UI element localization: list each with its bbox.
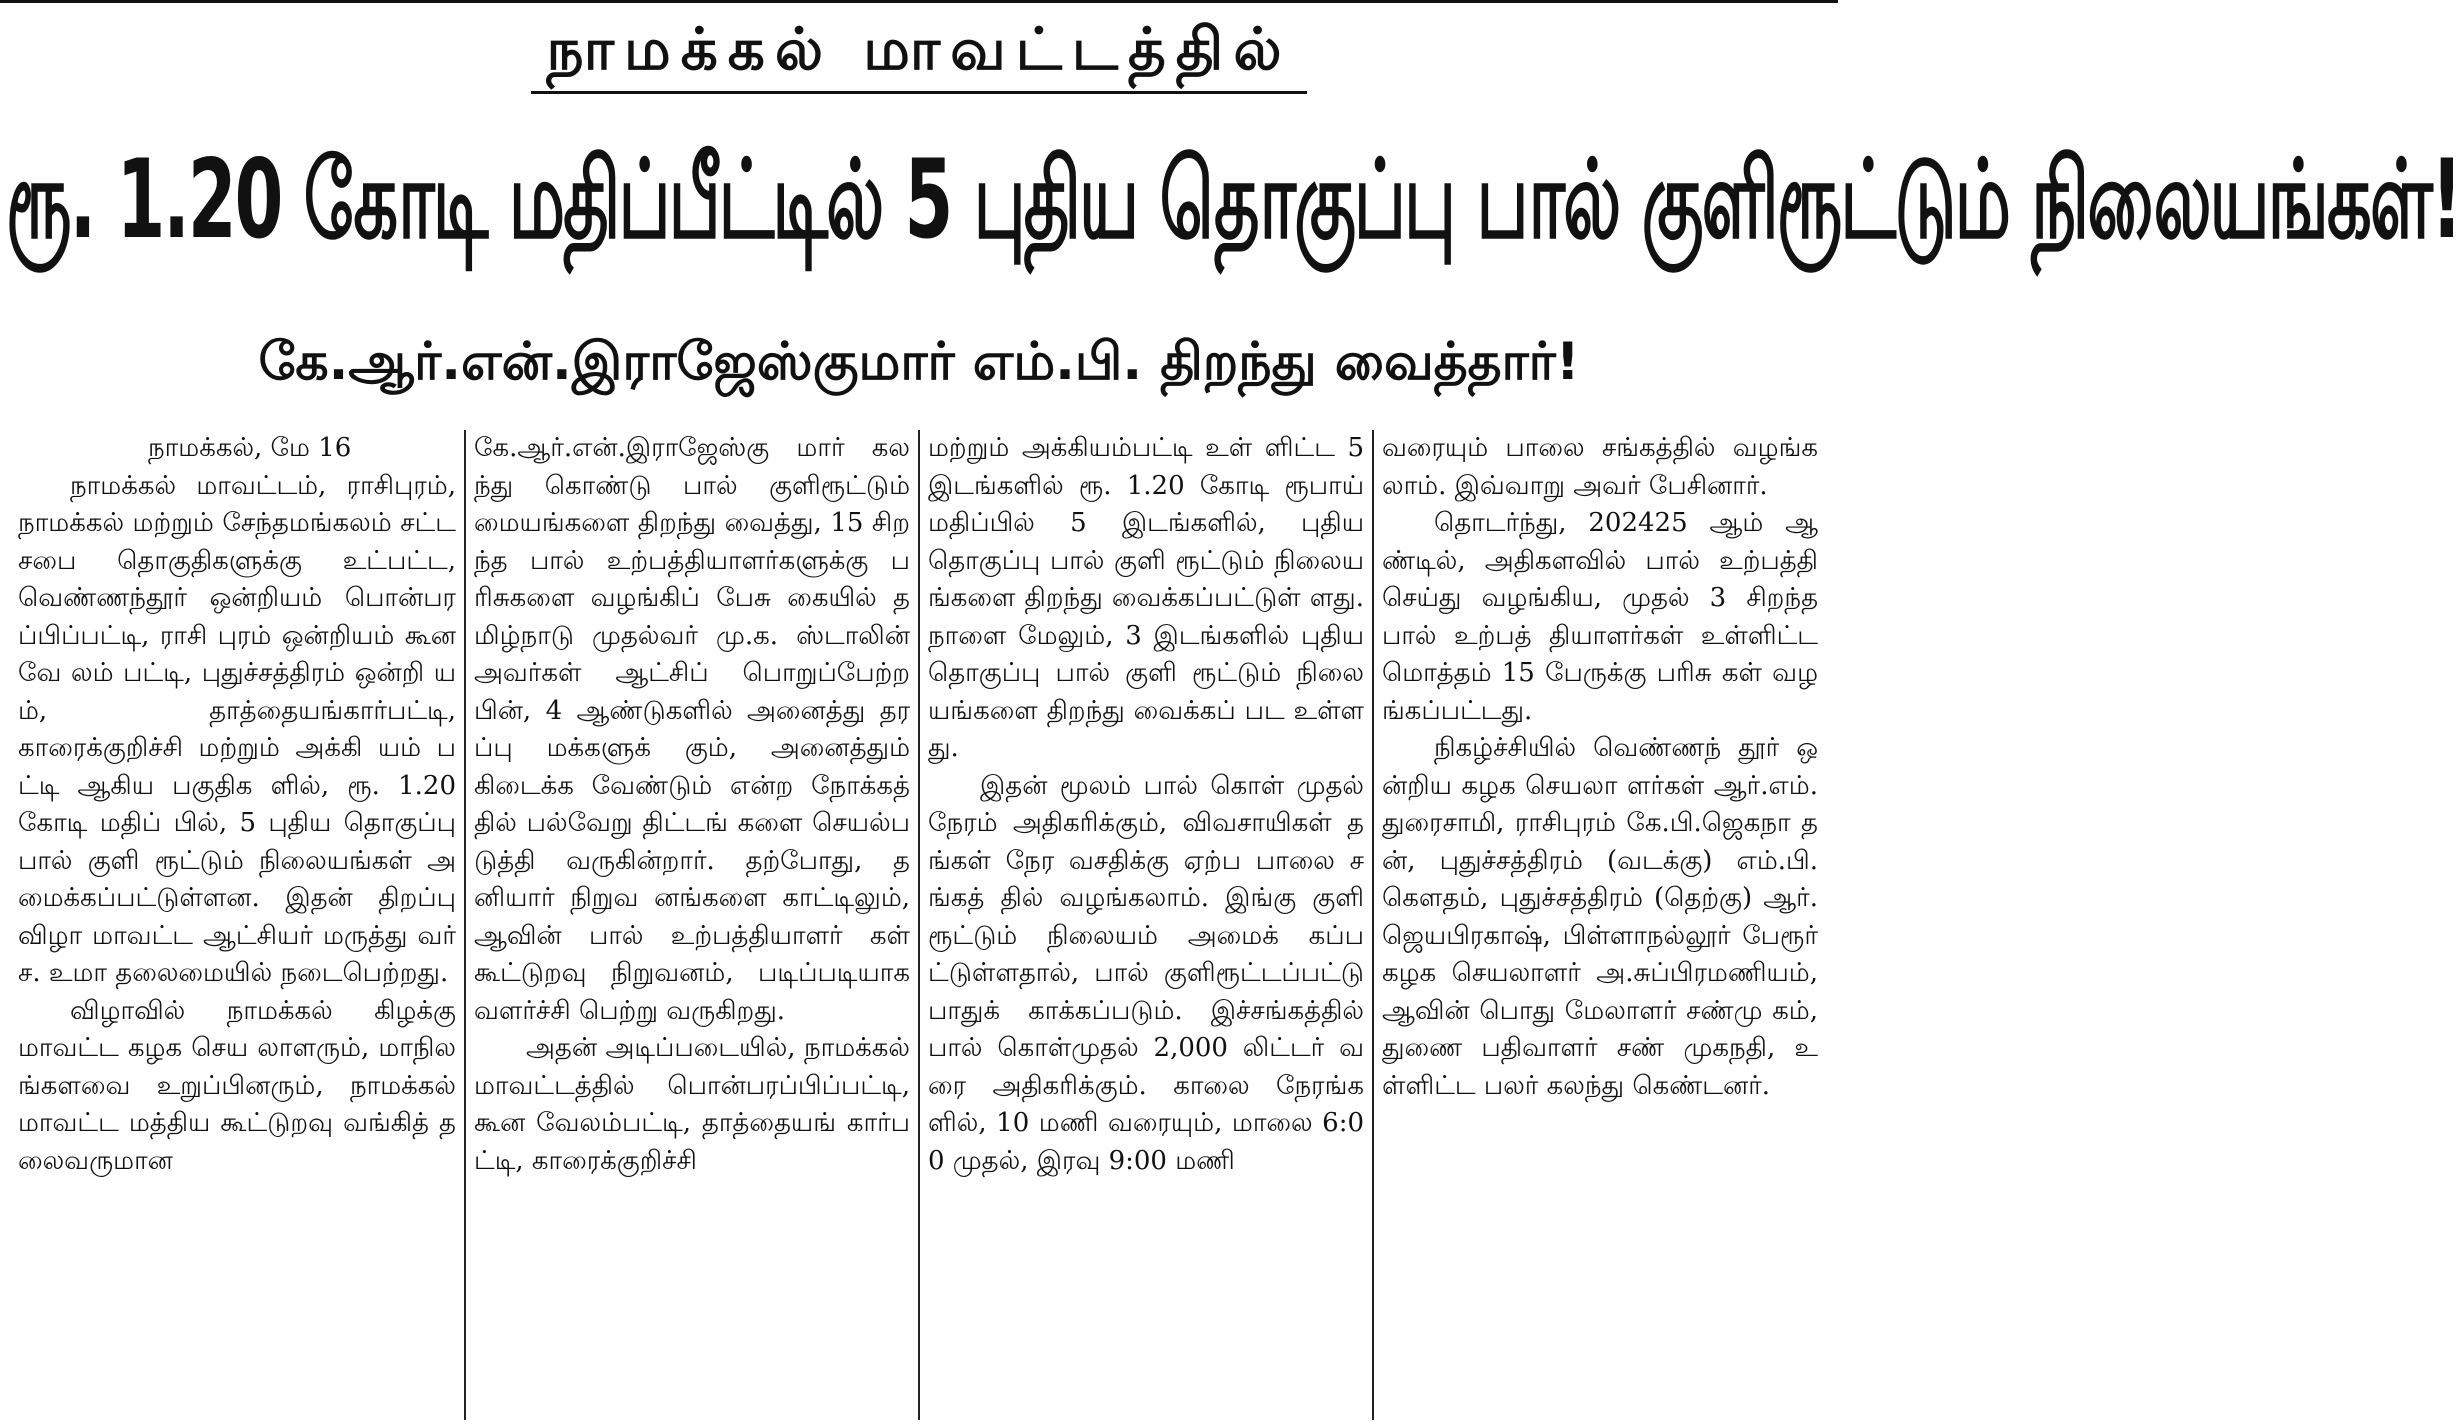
column-4: [1372, 430, 1826, 1420]
kicker: நாமக்கல் மாவட்டத்தில்: [531, 12, 1308, 94]
column-2: [464, 430, 918, 1420]
paragraph: வரையும் பாலை சங்கத்தில் வழங்கலாம். இவ்வாறு அவர் பேசினார்.: [1382, 433, 1818, 501]
paragraph: நிகழ்ச்சியில் வெண்ணந் தூர் ஒன்றிய கழக செயலா ளர்கள் ஆர்.எம்.துரைசாமி, ராசிபுரம் கே.பி.ஜெகநா தன், புதுச்சத்திரம் (வடக்கு) எம்.பி.கௌதம், புதுச்சத்திரம் (தெற்கு) ஆர். ஜெயபிரகாஷ், பிள்ளாநல்லூர் பேரூர் கழக செயலாளர் அ.சுப்பிரமணியம், ஆவின் பொது மேலாளர் சண்மு கம், துணை பதிவாளர் சண் முகநதி, உள்ளிட்ட பலர் கலந்து கெண்டனர்.: [1382, 733, 1818, 1101]
top-rule: [0, 0, 1838, 3]
paragraph: கே.ஆர்.என்.இராஜேஸ்கு மார் கலந்து கொண்டு பால் குளிரூட்டும் மையங்களை திறந்து வைத்து, 15 சிறந்த பால் உற்பத்தியாளர்களுக்கு பரிசுகளை வழங்கிப் பேசு கையில் தமிழ்நாடு முதல்வர் மு.க. ஸ்டாலின் அவர்கள் ஆட்சிப் பொறுப்பேற்ற பின், 4 ஆண்டுகளில் அனைத்து தரப்பு மக்களுக் கும், அனைத்தும் கிடைக்க வேண்டும் என்ற நோக்கத் தில் பல்வேறு திட்டங் களை செயல்படுத்தி வருகின்றார். தற்போது, தனியார் நிறுவ னங்களை காட்டிலும், ஆவின் பால் உற்பத்தியாளர் கள் கூட்டுறவு நிறுவனம், படிப்படியாக வளர்ச்சி பெற்று வருகிறது.: [474, 433, 910, 1026]
article-body: [10, 430, 1828, 1420]
paragraph: அதன் அடிப்படையில், நாமக்கல் மாவட்டத்தில் பொன்பரப்பிப்பட்டி, கூன வேலம்பட்டி, தாத்தையங் கார்பட்டி, காரைக்குறிச்சி: [474, 1033, 910, 1176]
dateline: நாமக்கல், மே 16: [148, 433, 352, 463]
subheadline: கே.ஆர்.என்.இராஜேஸ்குமார் எம்.பி. திறந்து வைத்தார்!: [258, 332, 1580, 392]
paragraph: தொடர்ந்து, 202425 ஆம் ஆண்டில், அதிகளவில் பால் உற்பத்தி செய்து வழங்கிய, முதல் 3 சிறந்த பால் உற்பத் தியாளர்கள் உள்ளிட்ட மொத்தம் 15 பேருக்கு பரிசு கள் வழங்கப்பட்டது.: [1382, 508, 1818, 726]
column-3: [918, 430, 1372, 1420]
headline: ரூ. 1.20 கோடி மதிப்பீட்டில் 5 புதிய தொகுப்பு பால் குளிரூட்டும் நிலையங்கள்!: [6, 136, 2461, 264]
paragraph: விழாவில் நாமக்கல் கிழக்கு மாவட்ட கழக செய லாளரும், மாநிலங்களவை உறுப்பினரும், நாமக்கல் மாவட்ட மத்திய கூட்டுறவு வங்கித் தலைவருமான: [18, 995, 456, 1176]
paragraph: நாமக்கல் மாவட்டம், ராசிபுரம், நாமக்கல் மற்றும் சேந்தமங்கலம் சட்டசபை தொகுதிகளுக்கு உட்பட்ட, வெண்ணந்தூர் ஒன்றியம் பொன்பரப்பிப்பட்டி, ராசி புரம் ஒன்றியம் கூனவே லம் பட்டி, புதுச்சத்திரம் ஒன்றி யம், தாத்தையங்கார்பட்டி, காரைக்குறிச்சி மற்றும் அக்கி யம் பட்டி ஆகிய பகுதிக ளில், ரூ. 1.20 கோடி மதிப் பில், 5 புதிய தொகுப்பு பால் குளி ரூட்டும் நிலையங்கள் அமைக்கப்பட்டுள்ளன. இதன் திறப்பு விழா மாவட்ட ஆட்சியர் மருத்து வர் ச. உமா தலைமையில் நடைபெற்றது.: [18, 470, 456, 988]
paragraph: இதன் மூலம் பால் கொள் முதல் நேரம் அதிகரிக்கும், விவசாயிகள் தங்கள் நேர வசதிக்கு ஏற்ப பாலை சங்கத் தில் வழங்கலாம். இங்கு குளி ரூட்டும் நிலையம் அமைக் கப்பட்டுள்ளதால், பால் குளிரூட்டப்பட்டு பாதுக் காக்கப்படும். இச்சங்கத்தில் பால் கொள்முதல் 2,000 லிட்டர் வரை அதிகரிக்கும். காலை நேரங்களில், 10 மணி வரையும், மாலை 6:00 முதல், இரவு 9:00 மணி: [928, 770, 1364, 1176]
column-1: [10, 430, 464, 1420]
kicker-container: [0, 12, 1838, 94]
paragraph: மற்றும் அக்கியம்பட்டி உள் ளிட்ட 5 இடங்களில் ரூ. 1.20 கோடி ரூபாய் மதிப்பில் 5 இடங்களில், புதிய தொகுப்பு பால் குளி ரூட்டும் நிலையங்களை திறந்து வைக்கப்பட்டுள் ளது. நாளை மேலும், 3 இடங்களில் புதிய தொகுப்பு பால் குளி ரூட்டும் நிலை யங்களை திறந்து வைக்கப் பட உள்ளது.: [928, 433, 1364, 763]
